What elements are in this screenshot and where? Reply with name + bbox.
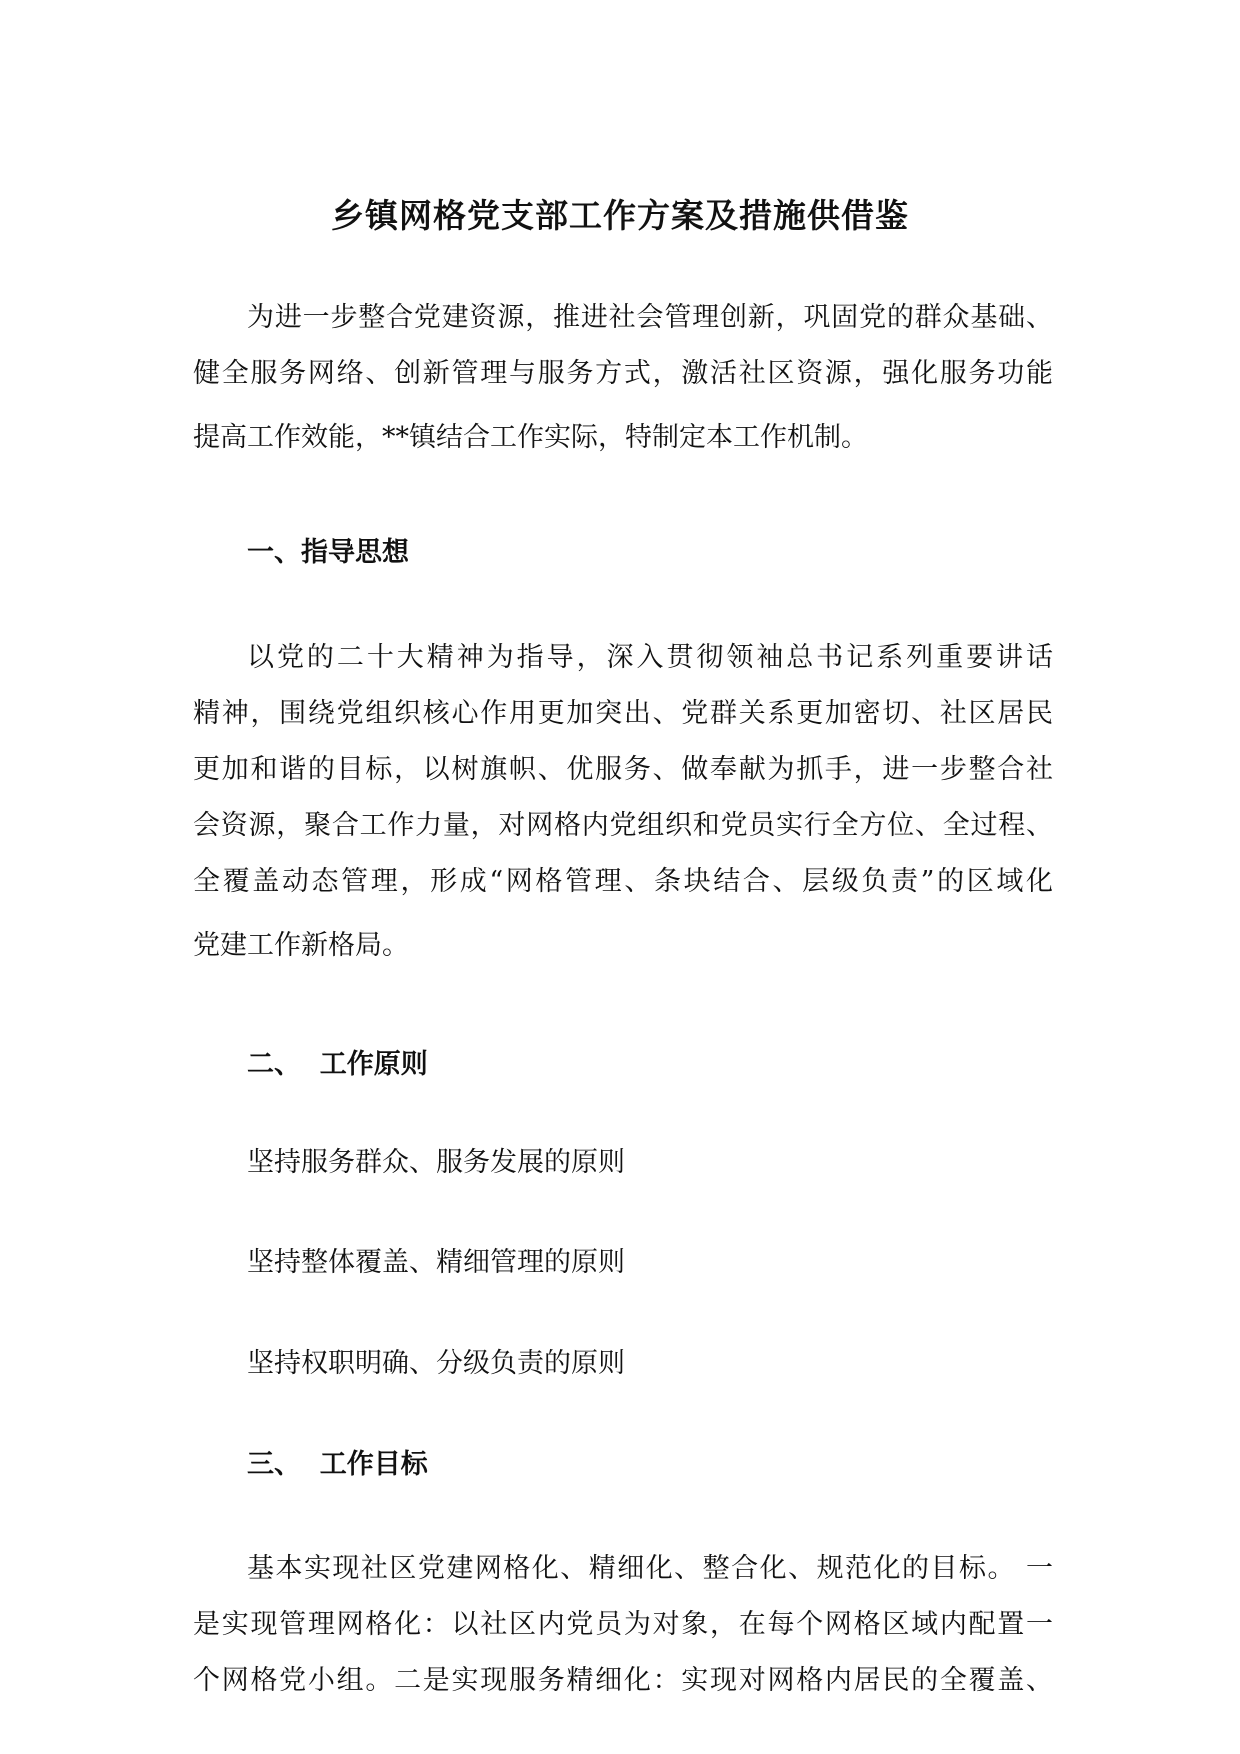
section-heading-work-principles: 二、 工作原则 — [247, 1049, 428, 1080]
principle-item: 坚持整体覆盖、精细管理的原则 — [247, 1247, 625, 1278]
paragraph-line: 个网格党小组。二是实现服务精细化：实现对网格内居民的全覆盖、 — [193, 1665, 1053, 1696]
paragraph-line: 提高工作效能，**镇结合工作实际，特制定本工作机制。 — [193, 422, 868, 453]
guiding-ideology-paragraph — [193, 630, 1053, 982]
principle-item: 坚持权职明确、分级负责的原则 — [247, 1348, 625, 1379]
paragraph-line: 健全服务网络、创新管理与服务方式，激活社区资源，强化服务功能 — [193, 358, 1053, 389]
paragraph-line: 基本实现社区党建网格化、精细化、整合化、规范化的目标。 一 — [247, 1553, 1053, 1584]
principle-item: 坚持服务群众、服务发展的原则 — [247, 1147, 625, 1178]
paragraph-line: 精神，围绕党组织核心作用更加突出、党群关系更加密切、社区居民 — [193, 698, 1053, 729]
section-heading-work-goals: 三、 工作目标 — [247, 1449, 428, 1480]
work-goals-paragraph — [193, 1541, 1053, 1709]
paragraph-line: 会资源，聚合工作力量，对网格内党组织和党员实行全方位、全过程、 — [193, 810, 1053, 841]
paragraph-line: 为进一步整合党建资源，推进社会管理创新，巩固党的群众基础、 — [247, 302, 1053, 333]
paragraph-line: 以党的二十大精神为指导，深入贯彻领袖总书记系列重要讲话 — [247, 642, 1053, 673]
document-title: 乡镇网格党支部工作方案及措施供借鉴 — [331, 196, 909, 235]
intro-paragraph — [193, 290, 1053, 474]
paragraph-line: 更加和谐的目标，以树旗帜、优服务、做奉献为抓手，进一步整合社 — [193, 754, 1053, 785]
section-heading-guiding-ideology: 一、指导思想 — [247, 537, 409, 568]
paragraph-line: 是实现管理网格化：以社区内党员为对象，在每个网格区域内配置一 — [193, 1609, 1053, 1640]
paragraph-line: 全覆盖动态管理，形成“网格管理、条块结合、层级负责”的区域化 — [193, 866, 1053, 897]
paragraph-line: 党建工作新格局。 — [193, 930, 409, 961]
